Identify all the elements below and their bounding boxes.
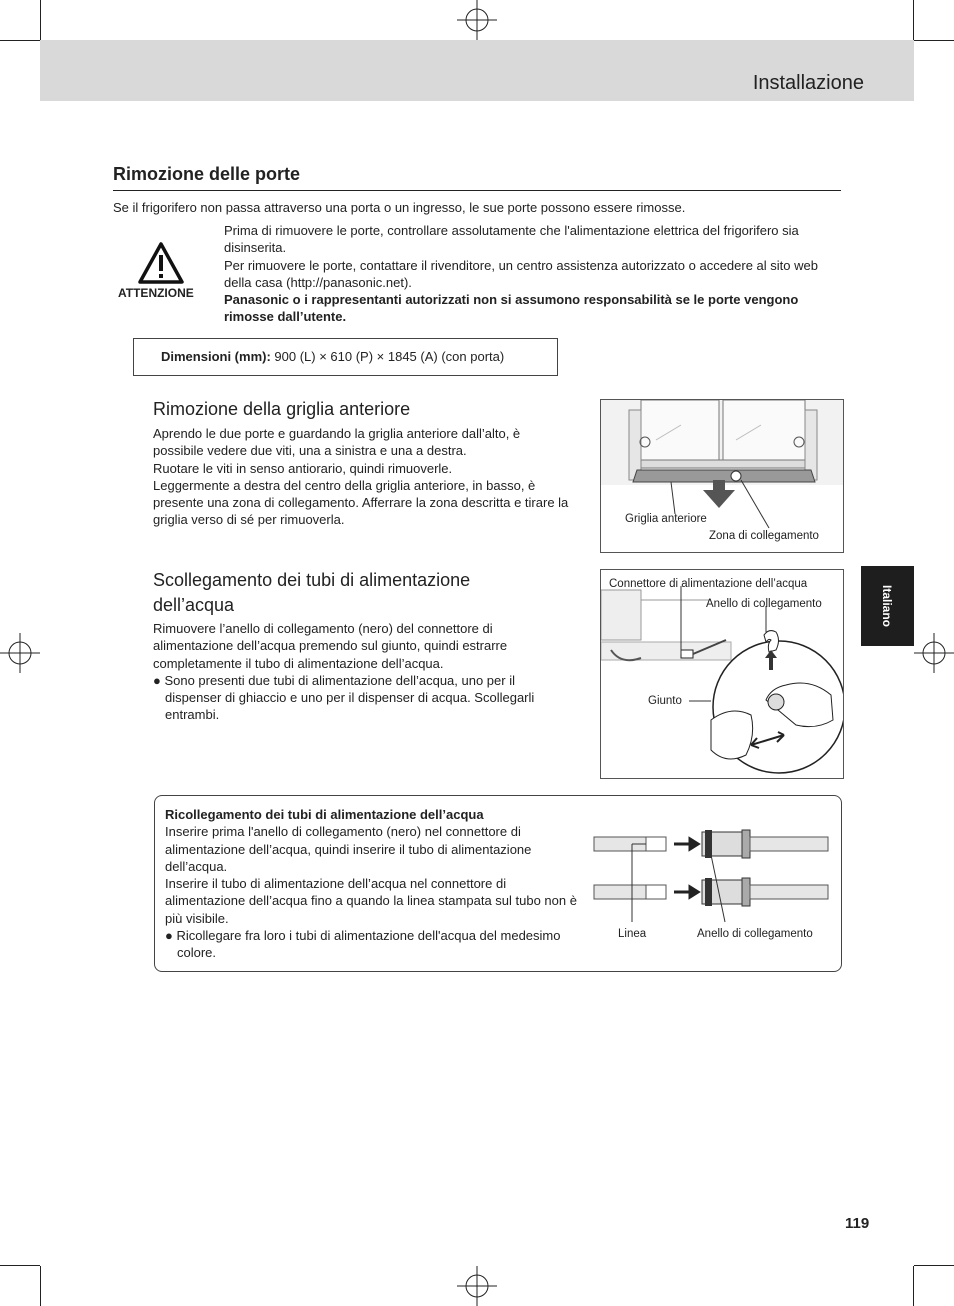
grille-paragraph-2: Ruotare le viti in senso antiorario, quindi rimuoverle. [153, 460, 453, 476]
note-paragraph-1: Inserire prima l'anello di collegamento (nero) nel connettore di alimentazione dell’acqua, quindi inserire il tubo di alimentazione dell’acqua. [165, 824, 532, 874]
tube-reconnection-illustration [590, 820, 835, 930]
water-text [153, 620, 558, 724]
registration-mark-top-icon [457, 0, 497, 40]
language-side-tab [861, 566, 914, 646]
warning-line-1: Prima di rimuovere le porte, controllare assolutamente che l'alimentazione elettrica del frigorifero sia disinserita. [224, 223, 799, 256]
page-number: 119 [845, 1215, 870, 1232]
grille-paragraph-3: Leggermente a destra del centro della griglia anteriore, in basso, è presente una zona di collegamento. Afferrare la zona descritta e tirare la griglia verso di sé per rimuoverla. [153, 477, 569, 528]
warning-line-3: Panasonic o i rappresentanti autorizzati non si assumono responsabilità se le porte vengono rimosse dall’utente. [224, 292, 799, 325]
water-figure [600, 569, 844, 779]
ring-label-note: Anello di collegamento [697, 928, 813, 940]
header-section-title: Installazione [752, 72, 864, 94]
reconnection-note-text [165, 806, 585, 962]
water-paragraph-1: Rimuovere l’anello di collegamento (nero) del connettore di alimentazione dell’acqua premendo sul giunto, quindi estrarre completamente il tubo di alimentazione dell’acqua. [153, 621, 508, 671]
grille-paragraph-1: Aprendo le due porte e guardando la griglia anteriore dall’alto, è possibile vedere due viti, una a sinistra e una a destra. [153, 426, 521, 459]
line-label: Linea [618, 928, 647, 940]
language-side-tab-label: Italiano [880, 584, 895, 628]
water-title-line-1: Scollegamento dei tubi di alimentazione [153, 570, 471, 590]
registration-mark-left-icon [0, 633, 40, 673]
dimensions-label: Dimensioni (mm): [161, 349, 271, 364]
water-title-line-2: dell’acqua [153, 595, 235, 615]
note-title: Ricollegamento dei tubi di alimentazione dell’acqua [165, 807, 484, 822]
water-bullet: ● Sono presenti due tubi di alimentazione dell’acqua, uno per il dispenser di ghiaccio e uno per il dispenser di acqua. Scollegarli entrambi. [153, 672, 535, 723]
grille-figure [600, 399, 844, 553]
dimensions-value: 900 (L) × 610 (P) × 1845 (A) (con porta) [270, 349, 505, 364]
warning-line-2: Per rimuovere le porte, contattare il rivenditore, un centro assistenza autorizzato o accedere al sito web della casa (http://panasonic.net). [224, 257, 818, 290]
connector-label: Connettore di alimentazione dell’acqua [609, 578, 808, 590]
section-title-rule [113, 190, 841, 191]
grille-title: Rimozione della griglia anteriore [153, 399, 411, 419]
grille-text [153, 425, 573, 529]
note-paragraph-2: Inserire il tubo di alimentazione dell’acqua nel connettore di alimentazione dell’acqua fino a quando la linea stampata sul tubo non è più visibile. [165, 876, 577, 926]
warning-text [224, 222, 839, 326]
grille-label: Griglia anteriore [625, 513, 707, 525]
warning-label: ATTENZIONE [118, 286, 194, 300]
dimensions-text [161, 349, 504, 364]
registration-mark-right-icon [914, 633, 954, 673]
ring-label: Anello di collegamento [706, 598, 822, 610]
note-bullet: ● Ricollegare fra loro i tubi di alimentazione dell'acqua del medesimo colore. [165, 928, 561, 961]
water-title [153, 568, 470, 618]
warning-triangle-icon [138, 242, 184, 284]
zone-label: Zona di collegamento [709, 530, 819, 542]
section-title: Rimozione delle porte [113, 164, 301, 184]
joint-label: Giunto [648, 695, 682, 707]
section-intro: Se il frigorifero non passa attraverso una porta o un ingresso, le sue porte possono essere rimosse. [113, 200, 686, 215]
registration-mark-bottom-icon [457, 1266, 497, 1306]
